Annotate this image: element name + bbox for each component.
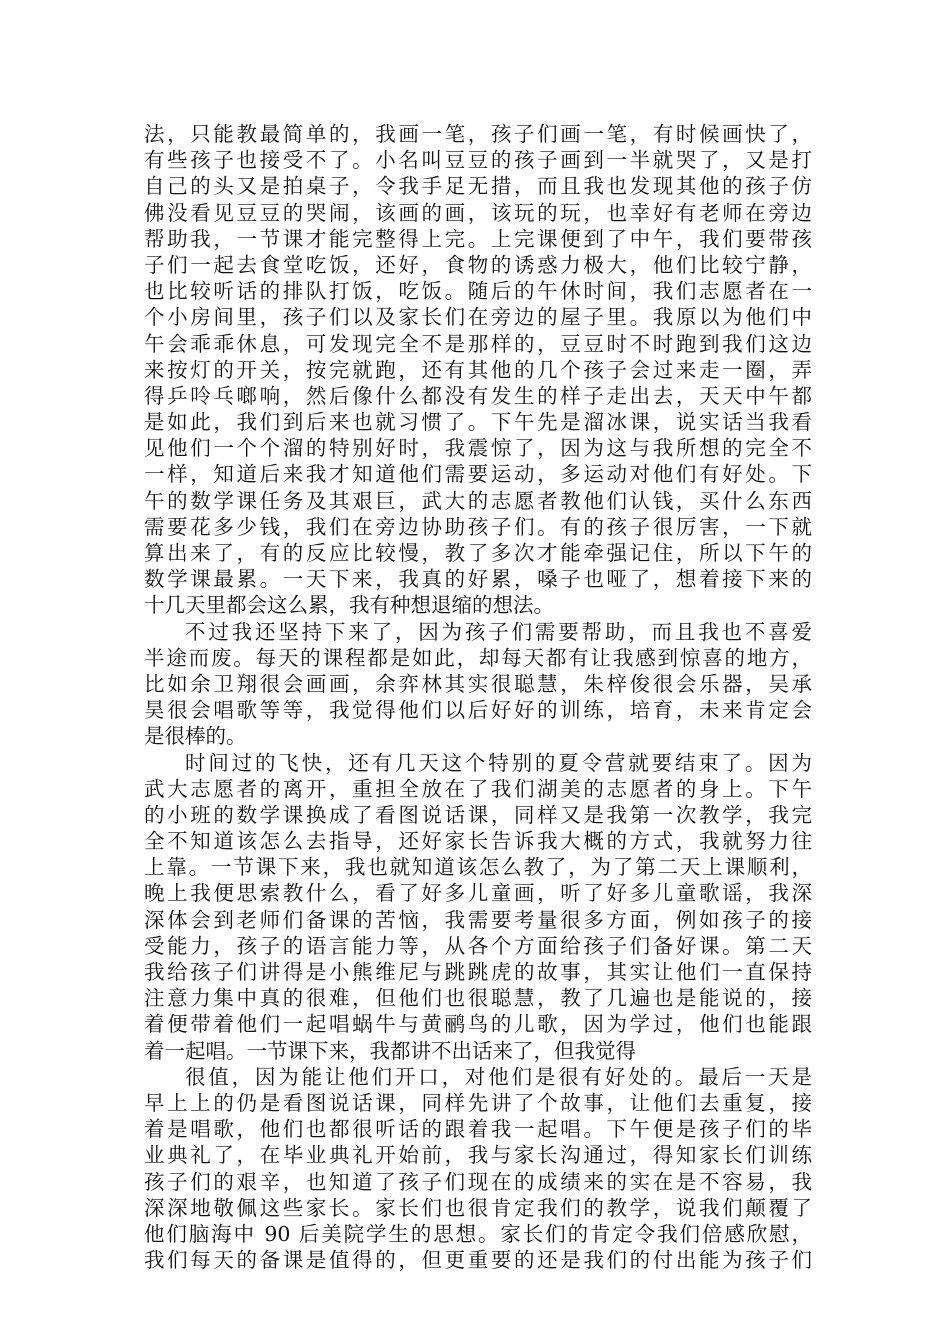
text-line: 午的数学课任务及其艰巨，武大的志愿者教他们认钱，买什么东西 <box>144 488 812 513</box>
text-line: 法，只能教最简单的，我画一笔，孩子们画一笔，有时候画快了， <box>144 122 812 146</box>
text-line: 来按灯的开关，按完就跑，还有其他的几个孩子会过来走一圈，弄 <box>144 357 812 382</box>
text-line: 武大志愿者的离开，重担全放在了我们湖美的志愿者的身上。下午 <box>144 776 812 801</box>
text-line: 午会乖乖休息，可发现完全不是那样的，豆豆时不时跑到我们这边 <box>144 331 812 356</box>
text-line: 着便带着他们一起唱蜗牛与黄鹂鸟的儿歌，因为学过，他们也能跟 <box>144 1012 812 1037</box>
text-line: 我们每天的备课是值得的，但更重要的还是我们的付出能为孩子们 <box>144 1248 812 1273</box>
text-line: 深深地敬佩这些家长。家长们也很肯定我们的教学，说我们颠覆了 <box>144 1195 812 1220</box>
text-line: 帮助我，一节课才能完整得上完。上完课便到了中午，我们要带孩 <box>144 226 812 251</box>
text-line: 得乒呤乓啷响，然后像什么都没有发生的样子走出去，天天中午都 <box>144 383 812 408</box>
text-line: 全不知道该怎么去指导，还好家长告诉我大概的方式，我就努力往 <box>144 829 812 854</box>
text-line: 时间过的飞快，还有几天这个特别的夏令营就要结束了。因为 <box>185 750 812 775</box>
text-line: 业典礼了，在毕业典礼开始前，我与家长沟通过，得知家长们训练 <box>144 1143 812 1168</box>
text-line: 深体会到老师们备课的苦恼，我需要考量很多方面，例如孩子的接 <box>144 907 812 932</box>
text-line: 着是唱歌，他们也都很听话的跟着我一起唱。下午便是孩子们的毕 <box>144 1117 812 1142</box>
text-line: 比如余卫翔很会画画，余弈林其实很聪慧，朱梓俊很会乐器，吴承 <box>144 671 812 696</box>
text-line: 他们脑海中 90 后美院学生的思想。家长们的肯定令我们倍感欣慰， <box>144 1221 812 1246</box>
text-line: 自己的头又是拍桌子，令我手足无措，而且我也发现其他的孩子仿 <box>144 174 812 199</box>
text-line: 子们一起去食堂吃饭，还好，食物的诱惑力极大，他们比较宁静， <box>144 252 812 277</box>
text-line: 着一起唱。一节课下来，我都讲不出话来了，但我觉得 <box>144 1038 636 1063</box>
text-line: 不过我还坚持下来了，因为孩子们需要帮助，而且我也不喜爱 <box>185 619 812 644</box>
text-line: 是很棒的。 <box>144 724 247 749</box>
text-line: 数学课最累。一天下来，我真的好累，嗓子也哑了，想着接下来的 <box>144 567 812 592</box>
text-line: 一样，知道后来我才知道他们需要运动，多运动对他们有好处。下 <box>144 462 812 487</box>
text-line: 我给孩子们讲得是小熊维尼与跳跳虎的故事，其实让他们一直保持 <box>144 960 812 984</box>
text-line: 也比较听话的排队打饭，吃饭。随后的午休时间，我们志愿者在一 <box>144 279 812 304</box>
text-line: 见他们一个个溜的特别好时，我震惊了，因为这与我所想的完全不 <box>144 436 812 461</box>
text-line: 有些孩子也接受不了。小名叫豆豆的孩子画到一半就哭了，又是打 <box>144 148 812 173</box>
text-line: 孩子们的艰辛，也知道了孩子们现在的成绩来的实在是不容易，我 <box>144 1169 812 1194</box>
text-line: 十几天里都会这么累，我有种想退缩的想法。 <box>144 593 554 618</box>
text-line: 半途而废。每天的课程都是如此，却每天都有让我感到惊喜的地方， <box>144 645 812 670</box>
text-line: 受能力，孩子的语言能力等，从各个方面给孩子们备好课。第二天 <box>144 933 812 958</box>
text-line: 昊很会唱歌等等，我觉得他们以后好好的训练，培育，未来肯定会 <box>144 698 812 723</box>
text-line: 算出来了，有的反应比较慢，教了多次才能牵强记住，所以下午的 <box>144 541 812 565</box>
text-line: 个小房间里，孩子们以及家长们在旁边的屋子里。我原以为他们中 <box>144 305 812 330</box>
text-line: 注意力集中真的很难，但他们也很聪慧，教了几遍也是能说的，接 <box>144 986 812 1011</box>
text-line: 上靠。一节课下来，我也就知道该怎么教了，为了第二天上课顺利， <box>144 855 812 880</box>
text-line: 是如此，我们到后来也就习惯了。下午先是溜冰课，说实话当我看 <box>144 410 812 435</box>
document-body <box>144 121 812 1273</box>
text-line: 很值，因为能让他们开口，对他们是很有好处的。最后一天是 <box>185 1064 812 1089</box>
text-line: 晚上我便思索教什么，看了好多儿童画，听了好多儿童歌谣，我深 <box>144 881 812 906</box>
text-line: 需要花多少钱，我们在旁边协助孩子们。有的孩子很厉害，一下就 <box>144 514 812 539</box>
text-line: 的小班的数学课换成了看图说话课，同样又是我第一次教学，我完 <box>144 802 812 827</box>
text-line: 佛没看见豆豆的哭闹，该画的画，该玩的玩，也幸好有老师在旁边 <box>144 200 812 225</box>
text-line: 早上上的仍是看图说话课，同样先讲了个故事，让他们去重复，接 <box>144 1090 812 1115</box>
